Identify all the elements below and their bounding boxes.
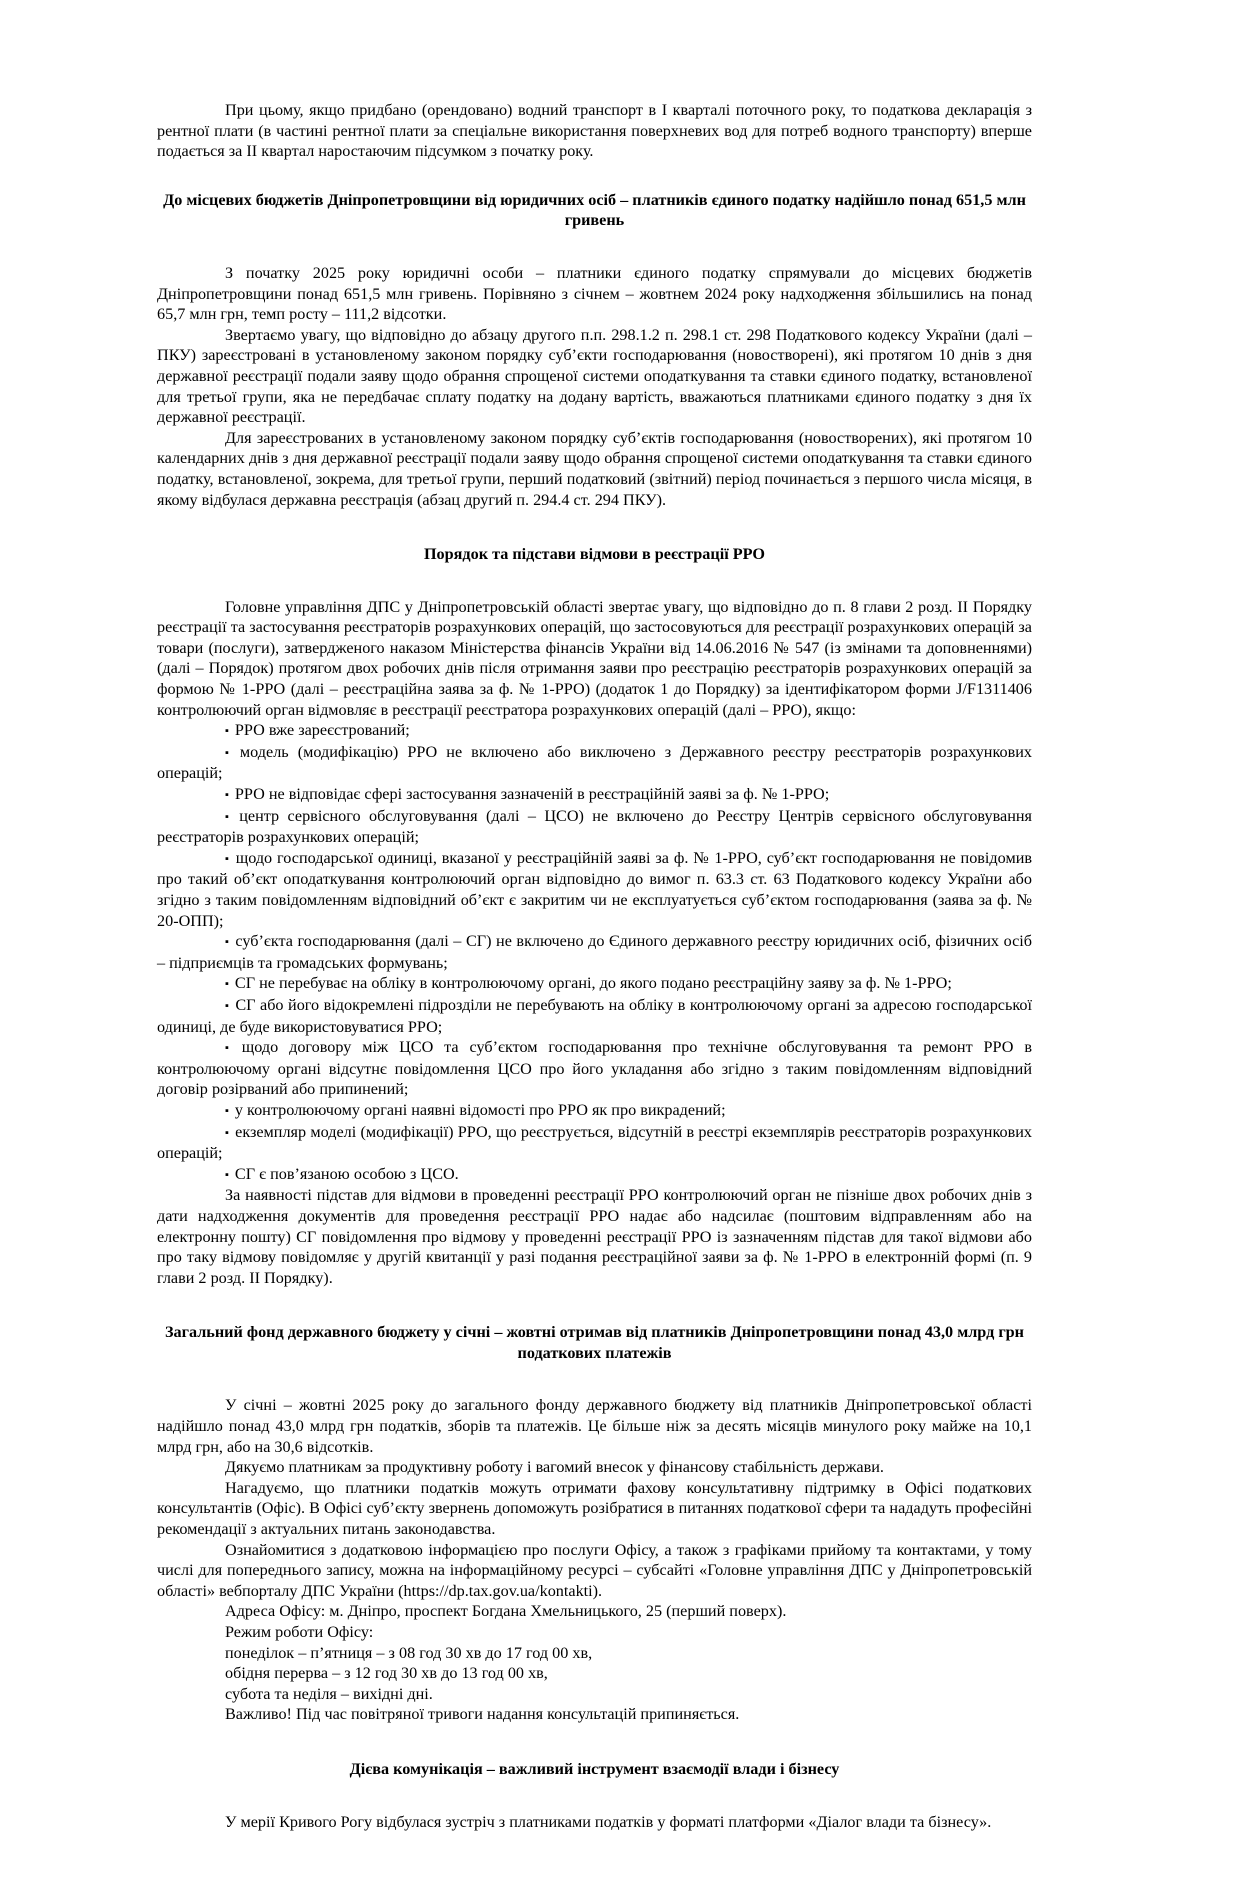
bullet-square-icon: ▪ xyxy=(225,1126,230,1139)
list-item xyxy=(157,1037,1032,1100)
bullet-square-icon: ▪ xyxy=(225,810,234,823)
list-item xyxy=(157,848,1032,931)
office-address-line: Адреса Офісу: м. Дніпро, проспект Богдана Хмельницького, 25 (перший поверх). xyxy=(225,1602,787,1621)
paragraph: Дякуємо платникам за продуктивну роботу і вагомий внесок у фінансову стабільність держави. xyxy=(225,1458,884,1477)
bullet-square-icon: ▪ xyxy=(225,1104,229,1117)
bullet-square-icon: ▪ xyxy=(225,999,230,1012)
list-item xyxy=(157,1122,1032,1164)
list-item-text: екземпляр моделі (модифікації) РРО, що реєструється, відсутній в реєстрі екземплярів реєстраторів розрахункових операцій; xyxy=(157,1122,1032,1163)
list-item xyxy=(157,742,1032,784)
list-item-text: СГ є пов’язаною особою з ЦСО. xyxy=(234,1164,459,1183)
office-hours-weekdays: понеділок – п’ятниця – з 08 год 30 хв до 17 год 00 хв, xyxy=(225,1643,593,1662)
paragraph: У січні – жовтні 2025 року до загального фонду державного бюджету від платників Дніпропетровської області надійшло понад 43,0 млрд грн податків, зборів та платежів. Це більше ніж за десять місяців минулого року майже на 10,1 млрд грн, або на 30,6 відсотків. xyxy=(157,1396,1032,1456)
list-item xyxy=(157,973,1032,995)
list-item-text: модель (модифікацію) РРО не включено або виключено з Державного реєстру реєстраторів розрахункових операцій; xyxy=(157,742,1032,783)
office-hours-title: Режим роботи Офісу: xyxy=(225,1623,374,1641)
bullet-square-icon: ▪ xyxy=(225,978,229,991)
section-heading-state-budget: Загальний фонд державного бюджету у січні – жовтні отримав від платників Дніпропетровщини понад 43,0 млрд грн податкових платежів xyxy=(164,1323,1025,1362)
section-heading-rro-refusal: Порядок та підстави відмови в реєстрації РРО xyxy=(423,545,766,564)
office-hours-lunch: обідня перерва – з 12 год 30 хв до 13 год 00 хв, xyxy=(225,1664,548,1683)
bullet-square-icon: ▪ xyxy=(225,1042,236,1055)
paragraph: Головне управління ДПС у Дніпропетровській області звертає увагу, що відповідно до п. 8 глави 2 розд. ІІ Порядку реєстрації та застосування реєстраторів розрахункових операцій, що застосовуються для реєстрації розрахункових операцій за товари (послуги), затвердженого наказом Міністерства фінансів України від 14.06.2016 № 547 (із змінами та доповненнями) (далі – Порядок) протягом двох робочих днів після отримання заяви про реєстрацію реєстраторів розрахункових операцій за формою № 1-РРО (далі – реєстраційна заява за ф. № 1-РРО) (додаток 1 до Порядку) за ідентифікатором форми J/F1311406 контролюючий орган відмовляє в реєстрації реєстратора розрахункових операцій (далі – РРО), якщо: xyxy=(157,597,1032,719)
list-item xyxy=(157,1100,1032,1122)
list-item xyxy=(157,1164,1032,1186)
list-item-text: СГ не перебуває на обліку в контролюючому органі, до якого подано реєстраційну заяву за ф. № 1-РРО; xyxy=(234,974,952,993)
paragraph: За наявності підстав для відмови в проведенні реєстрації РРО контролюючий орган не пізніше двох робочих днів з дати надходження документів для проведення реєстрації РРО надає або надсилає (поштовим відправленням або на електронну пошту) СГ повідомлення про відмову у проведенні реєстрації РРО із зазначенням підстав для такої відмови або про таку відмову повідомляє у другій квитанції у разі подання реєстраційної заяви за ф. № 1-РРО в електронній формі (п. 9 глави 2 розд. ІІ Порядку). xyxy=(157,1186,1032,1287)
section-heading-communication: Дієва комунікація – важливий інструмент взаємодії влади і бізнесу xyxy=(349,1759,840,1778)
paragraph: Нагадуємо, що платники податків можуть отримати фахову консультативну підтримку в Офісі податкових консультантів (Офіс). В Офісі суб’єкту звернень допоможуть розібратися в питаннях податкової сфери та нададуть професійні рекомендації з актуальних питань законодавства. xyxy=(157,1478,1032,1539)
paragraph: У мерії Кривого Рогу відбулася зустріч з платниками податків у форматі платформи «Діалог влади та бізнесу». xyxy=(225,1812,992,1831)
bullet-square-icon: ▪ xyxy=(225,725,229,738)
bullet-square-icon: ▪ xyxy=(225,789,229,802)
bullet-square-icon: ▪ xyxy=(225,936,230,949)
list-item-text: центр сервісного обслуговування (далі – ЦСО) не включено до Реєстру Центрів сервісного обслуговування реєстраторів розрахункових операцій; xyxy=(157,806,1032,847)
paragraph: Ознайомитися з додатковою інформацією про послуги Офісу, а також з графіками прийому та контактами, у тому числі для попереднього запису, можна на інформаційному ресурсі – субсайті «Головне управління ДПС у Дніпропетровській області» вебпорталу ДПС України (https://dp.tax.gov.ua/kontakti). xyxy=(157,1540,1032,1600)
list-item xyxy=(157,784,1032,806)
bullet-square-icon: ▪ xyxy=(225,1168,229,1181)
bullet-square-icon: ▪ xyxy=(225,852,230,865)
list-item-text: СГ або його відокремлені підрозділи не перебувають на обліку в контролюючому органі за адресою господарської одиниці, де буде використовуватися РРО; xyxy=(157,995,1032,1036)
list-item xyxy=(157,720,1032,742)
paragraph: При цьому, якщо придбано (орендовано) водний транспорт в І кварталі поточного року, то податкова декларація з рентної плати (в частині рентної плати за спеціальне використання поверхневих вод для потреб водного транспорту) вперше подається за ІІ квартал наростаючим підсумком з початку року. xyxy=(157,101,1032,161)
list-item-text: РРО не відповідає сфері застосування зазначеній в реєстраційній заяві за ф. № 1-РРО; xyxy=(234,785,830,804)
bullet-square-icon: ▪ xyxy=(225,746,234,759)
section-heading-single-tax: До місцевих бюджетів Дніпропетровщини від юридичних осіб – платників єдиного податку надійшло понад 651,5 млн гривень xyxy=(163,190,1026,230)
list-item xyxy=(157,806,1032,848)
paragraph: Для зареєстрованих в установленому законом порядку суб’єктів господарювання (новостворених), які протягом 10 календарних днів з дня державної реєстрації подали заяву щодо обрання спрощеної системи оподаткування та ставки єдиного податку, встановленої, зокрема, для третьої групи, перший податковий (звітний) період починається з першого числа місяця, в якому відбулася державна реєстрація (абзац другий п. 294.4 ст. 294 ПКУ). xyxy=(157,428,1032,509)
list-item-text: щодо договору між ЦСО та суб’єктом господарювання про технічне обслуговування та ремонт РРО в контролюючому органі відсутнє повідомлення ЦСО про його укладання або згідно з таким повідомленням відповідний договір розірваний або припинений; xyxy=(157,1038,1032,1099)
list-item xyxy=(157,995,1032,1037)
list-item-text: щодо господарської одиниці, вказаної у реєстраційній заяві за ф. № 1-РРО, суб’єкт господарювання не повідомив про такий об’єкт оподаткування контролюючий орган відповідно до вимог п. 63.3 ст. 63 Податкового кодексу України або згідно з таким повідомленням відповідний об’єкт є закритим чи не експлуатується суб’єктом господарювання (заява за ф. № 20-ОПП); xyxy=(157,848,1032,930)
list-item-text: РРО вже зареєстрований; xyxy=(234,721,410,740)
list-item-text: суб’єкта господарювання (далі – СГ) не включено до Єдиного державного реєстру юридичних осіб, фізичних осіб – підприємців та громадських формувань; xyxy=(157,932,1032,972)
paragraph: Звертаємо увагу, що відповідно до абзацу другого п.п. 298.1.2 п. 298.1 ст. 298 Податкового кодексу України (далі – ПКУ) зареєстровані в установленому законом порядку суб’єкти господарювання (новостворені), які протягом 10 днів з дня державної реєстрації подали заяву щодо обрання спрощеної системи оподаткування та ставки єдиного податку, встановленої для третьої групи, яка не передбачає сплату податку на додану вартість, вважаються платниками єдиного податку з дня їх державної реєстрації. xyxy=(157,325,1032,427)
paragraph: З початку 2025 року юридичні особи – платники єдиного податку спрямували до місцевих бюджетів Дніпропетровщини понад 651,5 млн гривень. Порівняно з січнем – жовтнем 2024 року надходження збільшились на понад 65,7 млн грн, темп росту – 111,2 відсотки. xyxy=(157,263,1032,324)
list-item xyxy=(157,931,1032,973)
office-hours-weekend: субота та неділя – вихідні дні. xyxy=(225,1684,433,1703)
list-item-text: у контролюючому органі наявні відомості про РРО як про викрадений; xyxy=(234,1100,726,1119)
office-important-note: Важливо! Під час повітряної тривоги надання консультацій припиняється. xyxy=(225,1705,740,1724)
